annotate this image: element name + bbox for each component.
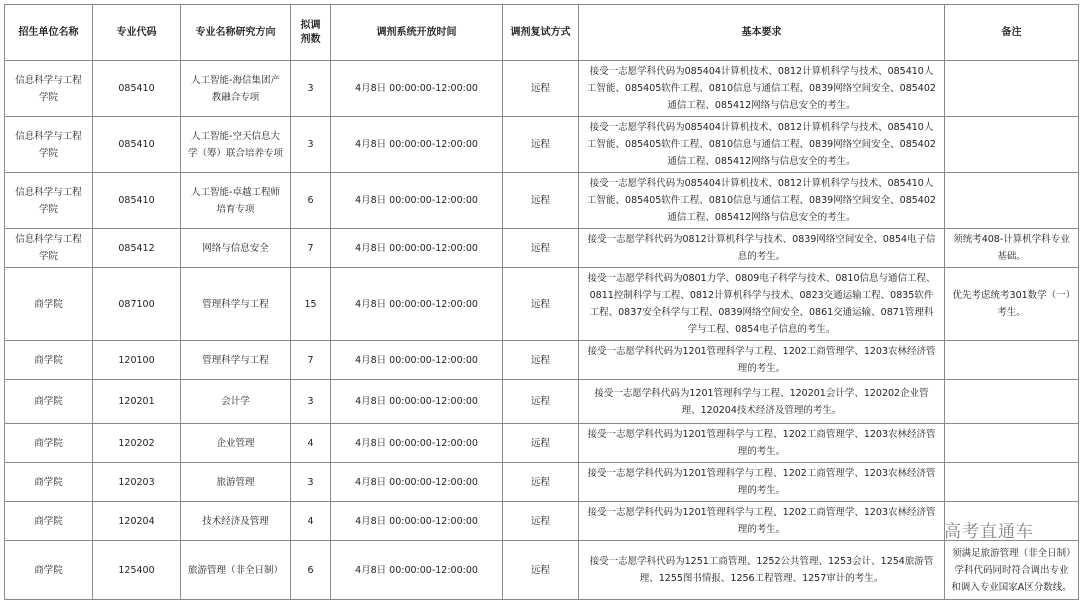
requirements-cell: 接受一志愿学科代码为1201管理科学与工程、1202工商管理学、1203农林经济管理的考生。 — [579, 463, 945, 502]
note-cell — [945, 424, 1079, 463]
col-header-major: 专业名称研究方向 — [181, 5, 291, 61]
count-cell: 6 — [291, 173, 331, 229]
table-row — [5, 463, 1079, 502]
code-cell: 085412 — [93, 229, 181, 268]
adjustment-table — [4, 4, 1079, 600]
count-cell: 6 — [291, 541, 331, 600]
table-row — [5, 541, 1079, 600]
method-cell: 远程 — [503, 380, 579, 424]
unit-cell: 信息科学与工程学院 — [5, 229, 93, 268]
note-cell — [945, 61, 1079, 117]
unit-cell: 商学院 — [5, 380, 93, 424]
count-cell: 3 — [291, 61, 331, 117]
code-cell: 120204 — [93, 502, 181, 541]
major-cell: 人工智能-空天信息大学（筹）联合培养专项 — [181, 117, 291, 173]
requirements-cell: 接受一志愿学科代码为1201管理科学与工程、120201会计学、120202企业管理、120204技术经济及管理的考生。 — [579, 380, 945, 424]
note-cell — [945, 117, 1079, 173]
major-cell: 旅游管理 — [181, 463, 291, 502]
method-cell: 远程 — [503, 173, 579, 229]
requirements-cell: 接受一志愿学科代码为085404计算机技术、0812计算机科学与技术、085410人工智能、085405软件工程、0810信息与通信工程、0839网络空间安全、085402通信工程、085412网络与信息安全的考生。 — [579, 117, 945, 173]
code-cell: 085410 — [93, 117, 181, 173]
major-cell: 人工智能-海信集团产教融合专项 — [181, 61, 291, 117]
major-cell: 网络与信息安全 — [181, 229, 291, 268]
col-header-requirements: 基本要求 — [579, 5, 945, 61]
time-cell: 4月8日 00:00:00-12:00:00 — [331, 424, 503, 463]
count-cell: 15 — [291, 268, 331, 341]
col-header-time: 调剂系统开放时间 — [331, 5, 503, 61]
note-cell — [945, 380, 1079, 424]
unit-cell: 商学院 — [5, 341, 93, 380]
count-cell: 3 — [291, 463, 331, 502]
col-header-unit: 招生单位名称 — [5, 5, 93, 61]
table-row — [5, 173, 1079, 229]
table-header-row — [5, 5, 1079, 61]
method-cell: 远程 — [503, 502, 579, 541]
code-cell: 125400 — [93, 541, 181, 600]
requirements-cell: 接受一志愿学科代码为0801力学、0809电子科学与技术、0810信息与通信工程、0811控制科学与工程、0812计算机科学与技术、0823交通运输工程、0835软件工程、0837安全科学与工程、0839网络空间安全、0861交通运输、0871管理科学与工程、0854电子信息的考生。 — [579, 268, 945, 341]
major-cell: 企业管理 — [181, 424, 291, 463]
col-header-count: 拟调剂数 — [291, 5, 331, 61]
requirements-cell: 接受一志愿学科代码为0812计算机科学与技术、0839网络空间安全、0854电子信息的考生。 — [579, 229, 945, 268]
code-cell: 120201 — [93, 380, 181, 424]
unit-cell: 信息科学与工程学院 — [5, 61, 93, 117]
major-cell: 会计学 — [181, 380, 291, 424]
note-cell — [945, 463, 1079, 502]
table-row — [5, 117, 1079, 173]
table-row — [5, 502, 1079, 541]
method-cell: 远程 — [503, 541, 579, 600]
code-cell: 120100 — [93, 341, 181, 380]
method-cell: 远程 — [503, 463, 579, 502]
note-cell — [945, 173, 1079, 229]
time-cell: 4月8日 00:00:00-12:00:00 — [331, 229, 503, 268]
col-header-note: 备注 — [945, 5, 1079, 61]
method-cell: 远程 — [503, 424, 579, 463]
time-cell: 4月8日 00:00:00-12:00:00 — [331, 341, 503, 380]
requirements-cell: 接受一志愿学科代码为085404计算机技术、0812计算机科学与技术、085410人工智能、085405软件工程、0810信息与通信工程、0839网络空间安全、085402通信工程、085412网络与信息安全的考生。 — [579, 173, 945, 229]
col-header-method: 调剂复试方式 — [503, 5, 579, 61]
method-cell: 远程 — [503, 341, 579, 380]
unit-cell: 信息科学与工程学院 — [5, 117, 93, 173]
major-cell: 技术经济及管理 — [181, 502, 291, 541]
code-cell: 120203 — [93, 463, 181, 502]
time-cell: 4月8日 00:00:00-12:00:00 — [331, 117, 503, 173]
major-cell: 管理科学与工程 — [181, 268, 291, 341]
major-cell: 旅游管理（非全日制） — [181, 541, 291, 600]
requirements-cell: 接受一志愿学科代码为1201管理科学与工程、1202工商管理学、1203农林经济管理的考生。 — [579, 502, 945, 541]
requirements-cell: 接受一志愿学科代码为1251工商管理、1252公共管理、1253会计、1254旅游管理、1255图书情报、1256工程管理、1257审计的考生。 — [579, 541, 945, 600]
count-cell: 3 — [291, 117, 331, 173]
code-cell: 120202 — [93, 424, 181, 463]
time-cell: 4月8日 00:00:00-12:00:00 — [331, 268, 503, 341]
col-header-code: 专业代码 — [93, 5, 181, 61]
unit-cell: 商学院 — [5, 463, 93, 502]
time-cell: 4月8日 00:00:00-12:00:00 — [331, 541, 503, 600]
unit-cell: 商学院 — [5, 424, 93, 463]
count-cell: 7 — [291, 341, 331, 380]
count-cell: 3 — [291, 380, 331, 424]
table-row — [5, 380, 1079, 424]
table-row — [5, 268, 1079, 341]
major-cell: 人工智能-卓越工程师培育专项 — [181, 173, 291, 229]
time-cell: 4月8日 00:00:00-12:00:00 — [331, 173, 503, 229]
count-cell: 4 — [291, 424, 331, 463]
count-cell: 7 — [291, 229, 331, 268]
table-row — [5, 341, 1079, 380]
requirements-cell: 接受一志愿学科代码为1201管理科学与工程、1202工商管理学、1203农林经济管理的考生。 — [579, 341, 945, 380]
method-cell: 远程 — [503, 117, 579, 173]
unit-cell: 商学院 — [5, 541, 93, 600]
time-cell: 4月8日 00:00:00-12:00:00 — [331, 61, 503, 117]
watermark-logo: 高考直通车 — [944, 522, 1034, 542]
method-cell: 远程 — [503, 229, 579, 268]
table-row — [5, 61, 1079, 117]
note-cell — [945, 341, 1079, 380]
unit-cell: 商学院 — [5, 502, 93, 541]
note-cell: 优先考虑统考301数学（一）考生。 — [945, 268, 1079, 341]
code-cell: 087100 — [93, 268, 181, 341]
major-cell: 管理科学与工程 — [181, 341, 291, 380]
table-row — [5, 229, 1079, 268]
requirements-cell: 接受一志愿学科代码为1201管理科学与工程、1202工商管理学、1203农林经济管理的考生。 — [579, 424, 945, 463]
unit-cell: 信息科学与工程学院 — [5, 173, 93, 229]
method-cell: 远程 — [503, 61, 579, 117]
time-cell: 4月8日 00:00:00-12:00:00 — [331, 380, 503, 424]
method-cell: 远程 — [503, 268, 579, 341]
time-cell: 4月8日 00:00:00-12:00:00 — [331, 463, 503, 502]
code-cell: 085410 — [93, 173, 181, 229]
note-cell: 须满足旅游管理（非全日制）学科代码同时符合调出专业和调入专业国家A区分数线。 — [945, 541, 1079, 600]
note-cell: 须统考408-计算机学科专业基础。 — [945, 229, 1079, 268]
count-cell: 4 — [291, 502, 331, 541]
table-row — [5, 424, 1079, 463]
unit-cell: 商学院 — [5, 268, 93, 341]
time-cell: 4月8日 00:00:00-12:00:00 — [331, 502, 503, 541]
requirements-cell: 接受一志愿学科代码为085404计算机技术、0812计算机科学与技术、085410人工智能、085405软件工程、0810信息与通信工程、0839网络空间安全、085402通信工程、085412网络与信息安全的考生。 — [579, 61, 945, 117]
code-cell: 085410 — [93, 61, 181, 117]
